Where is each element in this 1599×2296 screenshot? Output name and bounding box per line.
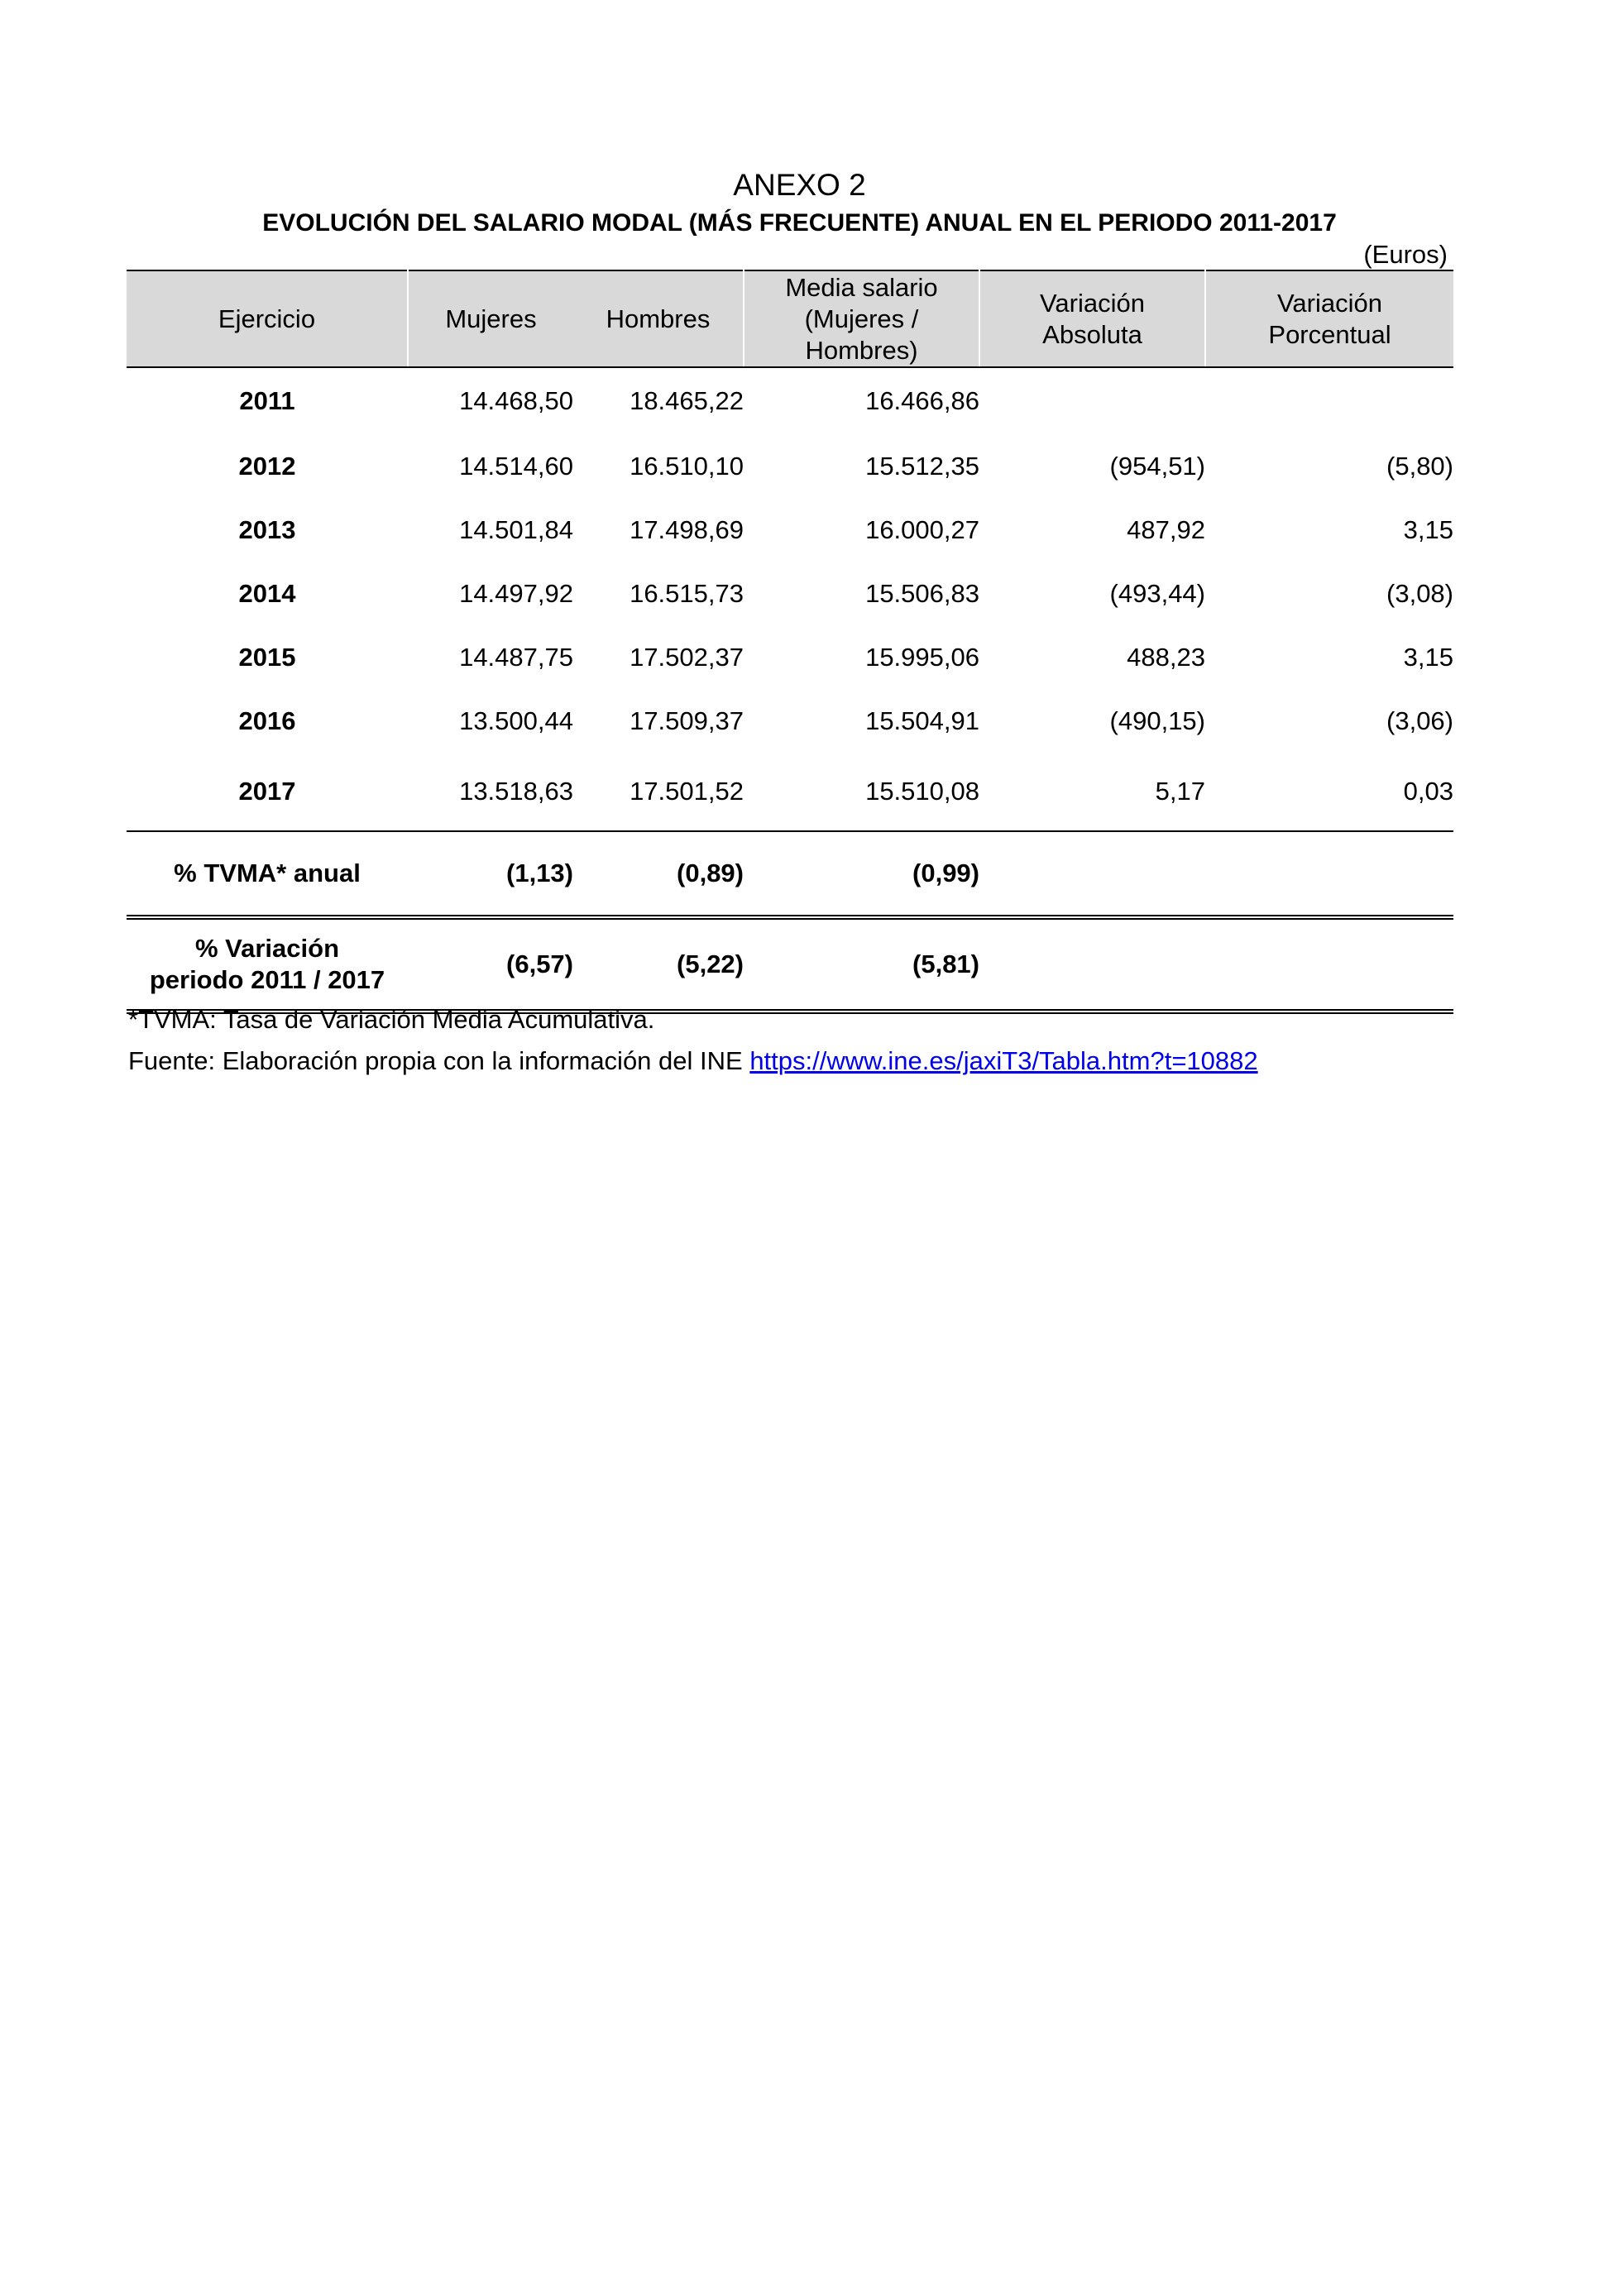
- cell-media: 16.000,27: [865, 514, 979, 544]
- variacion-empty-por: [1205, 917, 1453, 1012]
- cell-mujeres: 13.518,63: [408, 753, 573, 831]
- page-title: ANEXO 2: [733, 168, 866, 202]
- cell-variacion-absoluta: (490,15): [1109, 706, 1205, 735]
- cell-mujeres: 13.500,44: [459, 706, 573, 735]
- header-media-line2: (Mujeres /: [804, 304, 919, 333]
- cell-mujeres: 14.514,60: [459, 451, 573, 481]
- cell-year: 2011: [239, 386, 295, 415]
- cell-year: 2015: [238, 642, 296, 672]
- footnote: *TVMA: Tasa de Variación Media Acumulativa.: [128, 1005, 655, 1034]
- page-subtitle: EVOLUCIÓN DEL SALARIO MODAL (MÁS FRECUENTE) ANUAL EN EL PERIODO 2011-2017: [262, 209, 1337, 237]
- variacion-empty-abs: [979, 917, 1205, 1012]
- header-hombres: Hombres: [573, 270, 744, 367]
- header-ejercicio: Ejercicio: [127, 270, 408, 367]
- header-abs-line2: Absoluta: [1042, 319, 1142, 349]
- cell-variacion-absoluta: (493,44): [1109, 578, 1205, 608]
- cell-year: 2012: [238, 451, 296, 481]
- cell-mujeres: 14.501,84: [459, 514, 573, 544]
- cell-year: 2013: [238, 514, 296, 544]
- header-mujeres: Mujeres: [408, 270, 573, 367]
- variacion-periodo-row: [127, 917, 1453, 1012]
- cell-hombres: 17.509,37: [630, 706, 744, 735]
- cell-variacion-porcentual: 0,03: [1205, 753, 1453, 831]
- table-row: [127, 562, 1453, 625]
- source-link[interactable]: https://www.ine.es/jaxiT3/Tabla.htm?t=10882: [749, 1046, 1258, 1075]
- tvma-row: [127, 831, 1453, 917]
- header-abs-line1: Variación: [1040, 288, 1145, 318]
- cell-mujeres: 14.487,75: [459, 642, 573, 672]
- variacion-mujeres: (6,57): [408, 917, 573, 1012]
- tvma-empty-por: [1205, 831, 1453, 917]
- header-por-line2: Porcentual: [1268, 319, 1391, 349]
- table-row: [127, 689, 1453, 753]
- tvma-empty-abs: [979, 831, 1205, 917]
- table-row: [127, 753, 1453, 831]
- cell-variacion-absoluta: 488,23: [1127, 642, 1205, 672]
- cell-year: 2014: [238, 578, 296, 608]
- header-por-line1: Variación: [1277, 288, 1382, 318]
- source-text: Fuente: Elaboración propia con la información del INE: [128, 1046, 750, 1075]
- variacion-media: (5,81): [744, 917, 979, 1012]
- header-media-line1: Media salario: [785, 272, 938, 302]
- cell-variacion-porcentual: (3,08): [1386, 578, 1453, 608]
- cell-media: 15.995,06: [865, 642, 979, 672]
- salary-table: [127, 270, 1453, 1014]
- variacion-periodo-label: [127, 917, 408, 1012]
- tvma-hombres: (0,89): [573, 831, 744, 917]
- cell-variacion-absoluta: 487,92: [1127, 514, 1205, 544]
- variacion-hombres: (5,22): [573, 917, 744, 1012]
- table-row: [127, 625, 1453, 689]
- cell-variacion-porcentual: (3,06): [1386, 706, 1453, 735]
- header-media-line3: Hombres): [805, 335, 918, 365]
- cell-hombres: 17.501,52: [573, 753, 744, 831]
- variacion-label-line1: % Variación: [194, 934, 340, 963]
- header-variacion-absoluta: [979, 270, 1205, 367]
- table-row: [127, 434, 1453, 498]
- header-media: [744, 270, 979, 367]
- source-note: [128, 1045, 1258, 1077]
- cell-mujeres: 14.497,92: [459, 578, 573, 608]
- cell-variacion-porcentual: 3,15: [1403, 642, 1453, 672]
- cell-hombres: 18.465,22: [630, 386, 744, 415]
- variacion-label-line2: periodo 2011 / 2017: [149, 965, 385, 994]
- cell-variacion-porcentual: [1205, 367, 1453, 434]
- cell-mujeres: 14.468,50: [459, 386, 573, 415]
- cell-variacion-porcentual: (5,80): [1386, 451, 1453, 481]
- cell-hombres: 16.515,73: [630, 578, 744, 608]
- tvma-label: % TVMA* anual: [127, 831, 408, 917]
- cell-hombres: 17.498,69: [630, 514, 744, 544]
- cell-media: 15.510,08: [744, 753, 979, 831]
- cell-hombres: 16.510,10: [630, 451, 744, 481]
- cell-media: 16.466,86: [865, 386, 979, 415]
- tvma-mujeres: (1,13): [408, 831, 573, 917]
- cell-media: 15.512,35: [865, 451, 979, 481]
- cell-variacion-absoluta: (954,51): [1109, 451, 1205, 481]
- cell-year: 2017: [127, 753, 408, 831]
- header-variacion-porcentual: [1205, 270, 1453, 367]
- cell-hombres: 17.502,37: [630, 642, 744, 672]
- tvma-media: (0,99): [744, 831, 979, 917]
- table-row: [127, 498, 1453, 562]
- table-row: [127, 367, 1453, 434]
- cell-variacion-porcentual: 3,15: [1403, 514, 1453, 544]
- cell-variacion-absoluta: [979, 367, 1205, 434]
- table-header-row: [127, 270, 1453, 367]
- cell-media: 15.504,91: [865, 706, 979, 735]
- cell-media: 15.506,83: [865, 578, 979, 608]
- units-label: (Euros): [1363, 240, 1448, 269]
- cell-year: 2016: [238, 706, 296, 735]
- cell-variacion-absoluta: 5,17: [979, 753, 1205, 831]
